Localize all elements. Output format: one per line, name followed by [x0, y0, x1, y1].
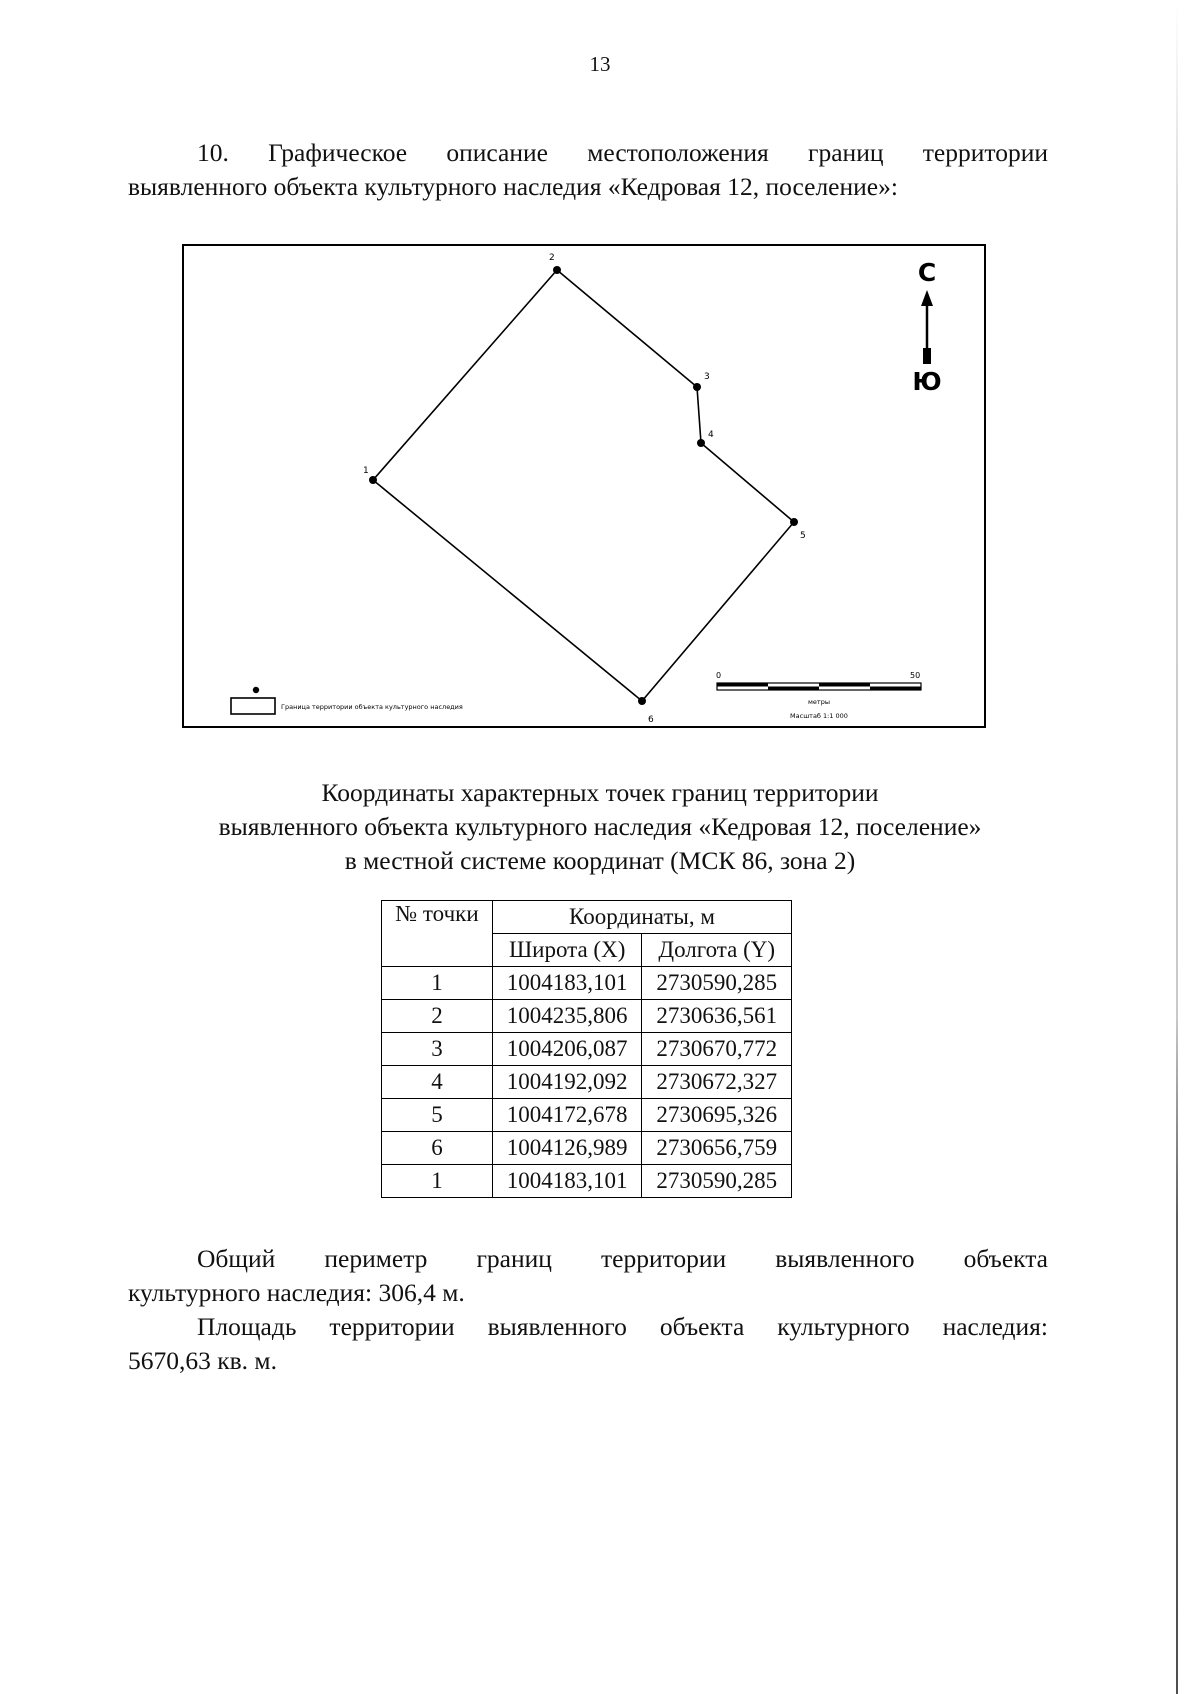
coordinates-table — [381, 900, 792, 1198]
header-coordinates: Координаты, м — [492, 901, 791, 934]
point-number: 3 — [382, 1033, 493, 1066]
caption-line-1: Координаты характерных точек границ территории — [321, 778, 879, 807]
perimeter-line-1: Общий периметр границ территории выявленного объекта — [197, 1244, 1048, 1273]
longitude-value: 2730656,759 — [642, 1132, 792, 1165]
north-arrow-icon — [912, 258, 941, 396]
table-caption — [0, 776, 1200, 878]
map-legend — [231, 687, 463, 714]
scale-start-label: 0 — [716, 671, 722, 680]
section-heading-line-1: 10. Графическое описание местоположения границ территории — [197, 138, 1048, 167]
table-row — [382, 1165, 792, 1198]
table-row — [382, 1000, 792, 1033]
latitude-value: 1004206,087 — [492, 1033, 642, 1066]
header-longitude: Долгота (Y) — [642, 934, 792, 967]
table-row — [382, 1099, 792, 1132]
legend-vertex-icon — [253, 687, 259, 693]
vertex-label-6: 6 — [648, 715, 654, 725]
latitude-value: 1004183,101 — [492, 967, 642, 1000]
vertex-1 — [369, 476, 377, 484]
longitude-value: 2730590,285 — [642, 967, 792, 1000]
point-number: 2 — [382, 1000, 493, 1033]
north-label: С — [917, 258, 937, 287]
vertex-label-2: 2 — [549, 253, 555, 263]
perimeter-paragraph — [128, 1242, 1048, 1310]
vertex-5 — [790, 518, 798, 526]
legend-boundary-icon — [231, 698, 275, 714]
south-label: Ю — [912, 367, 942, 396]
longitude-value: 2730670,772 — [642, 1033, 792, 1066]
table-row — [382, 967, 792, 1000]
point-number: 5 — [382, 1099, 493, 1132]
longitude-value: 2730590,285 — [642, 1165, 792, 1198]
perimeter-line-2: культурного наследия: 306,4 м. — [128, 1278, 465, 1307]
vertex-4 — [697, 439, 705, 447]
vertex-label-4: 4 — [708, 430, 714, 440]
point-number: 4 — [382, 1066, 493, 1099]
latitude-value: 1004235,806 — [492, 1000, 642, 1033]
table-row — [382, 1132, 792, 1165]
scale-end-label: 50 — [910, 671, 921, 680]
table-row — [382, 1033, 792, 1066]
vertex-2 — [553, 266, 561, 274]
boundary-polygon — [373, 270, 794, 701]
scale-bar — [716, 671, 921, 720]
section-heading — [128, 136, 1048, 204]
boundary-map — [182, 244, 986, 728]
vertex-label-5: 5 — [800, 531, 806, 541]
page-number: 13 — [589, 52, 611, 76]
point-number: 1 — [382, 1165, 493, 1198]
area-line-2: 5670,63 кв. м. — [128, 1346, 277, 1375]
longitude-value: 2730636,561 — [642, 1000, 792, 1033]
legend-text: Граница территории объекта культурного наследия — [281, 703, 463, 711]
latitude-value: 1004192,092 — [492, 1066, 642, 1099]
caption-line-2: выявленного объекта культурного наследия «Кедровая 12, поселение» — [218, 812, 982, 841]
area-paragraph — [128, 1310, 1048, 1378]
map-frame — [183, 245, 985, 727]
latitude-value: 1004126,989 — [492, 1132, 642, 1165]
point-number: 1 — [382, 967, 493, 1000]
point-number: 6 — [382, 1132, 493, 1165]
vertex-label-3: 3 — [704, 372, 710, 382]
latitude-value: 1004183,101 — [492, 1165, 642, 1198]
scale-ratio-label: Масштаб 1:1 000 — [790, 712, 848, 720]
caption-line-3: в местной системе координат (МСК 86, зона 2) — [344, 846, 856, 875]
table-row — [382, 1066, 792, 1099]
longitude-value: 2730695,326 — [642, 1099, 792, 1132]
area-line-1: Площадь территории выявленного объекта культурного наследия: — [197, 1312, 1048, 1341]
scale-units-label: метры — [808, 698, 830, 706]
section-heading-line-2: выявленного объекта культурного наследия «Кедровая 12, поселение»: — [128, 172, 898, 201]
vertex-6 — [638, 697, 646, 705]
longitude-value: 2730672,327 — [642, 1066, 792, 1099]
vertex-3 — [693, 383, 701, 391]
header-point-number: № точки — [382, 901, 493, 967]
boundary-vertices — [369, 266, 798, 705]
latitude-value: 1004172,678 — [492, 1099, 642, 1132]
header-latitude: Широта (X) — [492, 934, 642, 967]
vertex-label-1: 1 — [363, 466, 369, 476]
